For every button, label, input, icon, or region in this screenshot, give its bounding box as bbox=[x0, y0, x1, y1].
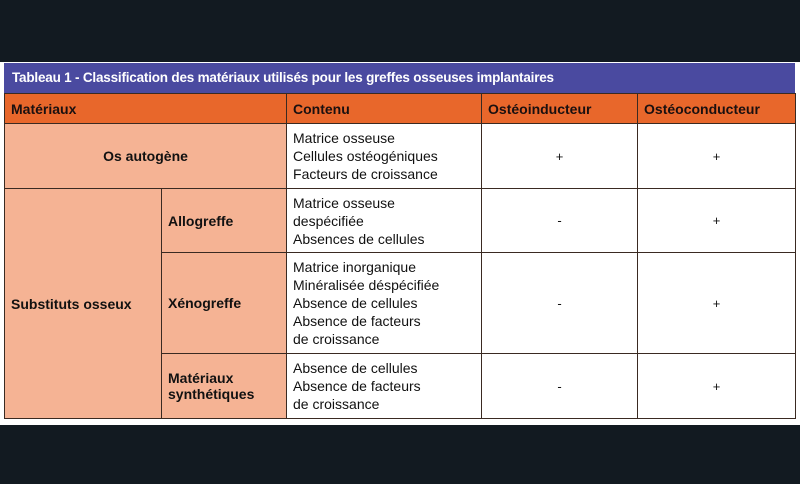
row-label-allogreffe: Allogreffe bbox=[162, 189, 287, 253]
header-osteoinducteur: Ostéoinducteur bbox=[482, 94, 638, 124]
content-autogene bbox=[287, 124, 482, 189]
content-line: Absence de cellules bbox=[293, 295, 418, 311]
content-line: Cellules ostéogéniques bbox=[293, 148, 438, 164]
osteoconducteur-allogreffe: + bbox=[638, 189, 796, 253]
row-label-substituts: Substituts osseux bbox=[5, 189, 162, 419]
osteoconducteur-autogene: + bbox=[638, 124, 796, 189]
content-line: de croissance bbox=[293, 396, 380, 412]
content-line: Matrice osseuse bbox=[293, 130, 395, 146]
row-label-xenogreffe: Xénogreffe bbox=[162, 253, 287, 354]
content-line: de croissance bbox=[293, 331, 380, 347]
content-allogreffe bbox=[287, 189, 482, 253]
osteoinducteur-xenogreffe: - bbox=[482, 253, 638, 354]
content-synthetiques bbox=[287, 354, 482, 419]
osteoconducteur-xenogreffe: + bbox=[638, 253, 796, 354]
row-label-synthetiques bbox=[162, 354, 287, 419]
content-line: Absence de cellules bbox=[293, 360, 418, 376]
content-line: Matrice inorganique bbox=[293, 259, 416, 275]
row-label-autogene: Os autogène bbox=[5, 124, 287, 189]
header-osteoconducteur: Ostéoconducteur bbox=[638, 94, 796, 124]
osteoinducteur-synthetiques: - bbox=[482, 354, 638, 419]
content-line: despécifiée bbox=[293, 212, 364, 229]
label-line: Matériaux bbox=[168, 370, 234, 386]
osteoconducteur-synthetiques: + bbox=[638, 354, 796, 419]
table-row-autogene bbox=[5, 124, 796, 189]
content-line: Absence de facteurs bbox=[293, 313, 421, 329]
document-panel bbox=[0, 62, 800, 425]
content-line: Facteurs de croissance bbox=[293, 166, 438, 182]
header-contenu: Contenu bbox=[287, 94, 482, 124]
table-title: Tableau 1 - Classification des matériaux utilisés pour les greffes osseuses implantaires bbox=[4, 63, 795, 93]
header-row bbox=[5, 94, 796, 124]
content-line: Absence de facteurs bbox=[293, 378, 421, 394]
table-frame bbox=[4, 63, 795, 419]
osteoinducteur-allogreffe: - bbox=[482, 189, 638, 253]
table-row-allogreffe bbox=[5, 189, 796, 253]
content-line: Minéralisée déspécifiée bbox=[293, 277, 440, 293]
header-materiaux: Matériaux bbox=[5, 94, 287, 124]
content-line: Matrice osseuse bbox=[293, 194, 395, 211]
content-xenogreffe bbox=[287, 253, 482, 354]
classification-table bbox=[4, 93, 796, 419]
label-line: synthétiques bbox=[168, 386, 255, 402]
osteoinducteur-autogene: + bbox=[482, 124, 638, 189]
content-line: Absences de cellules bbox=[293, 230, 425, 247]
